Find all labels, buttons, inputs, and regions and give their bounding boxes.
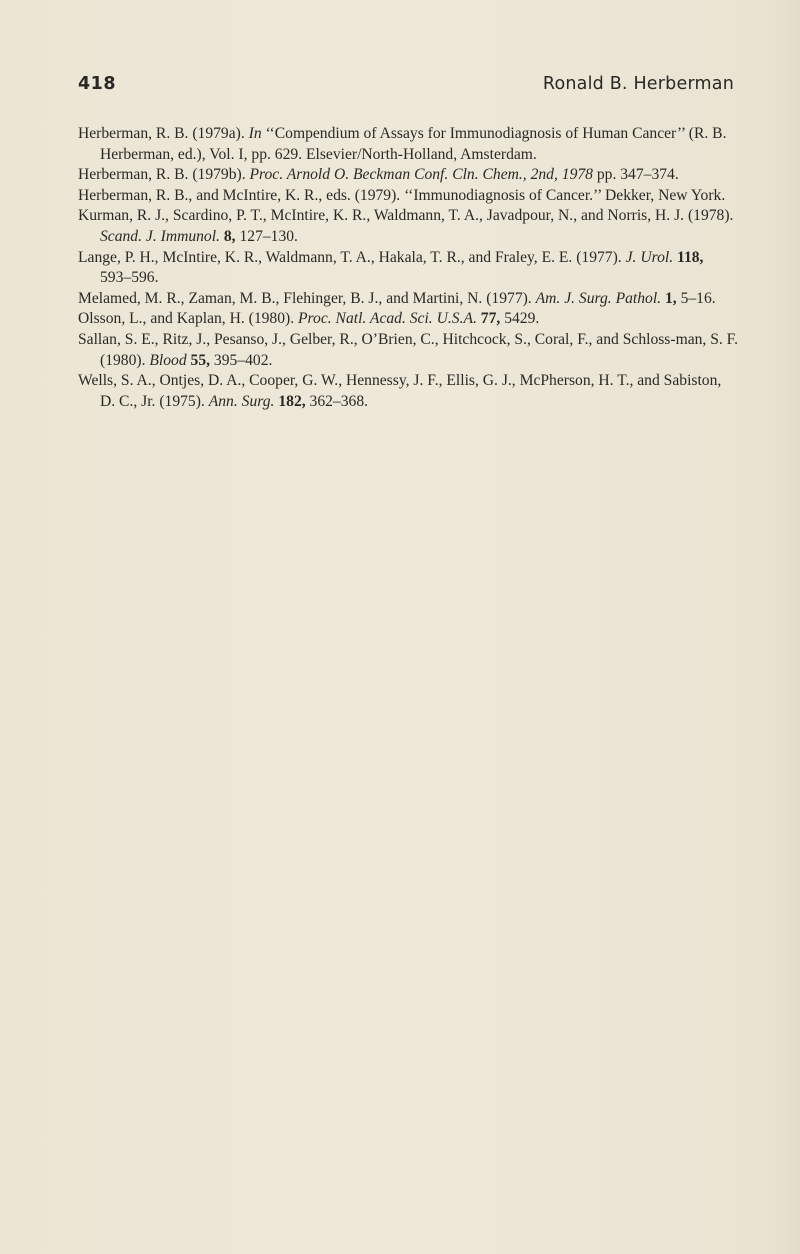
running-head: Ronald B. Herberman — [542, 74, 734, 94]
reference-item: Herberman, R. B. (1979a). In ‘‘Compendium of Assays for Immunodiagnosis of Human Cancer’’ (R. B. Herberman, ed.), Vol. I, pp. 629. Elsevier/North-Holland, Amsterdam. — [78, 125, 727, 163]
reference-item: Kurman, R. J., Scardino, P. T., McIntire, K. R., Waldmann, T. A., Javadpour, N., and Norris, H. J. (1978). Scand. J. Immunol. 8, 127–130. — [78, 207, 734, 245]
reference-item: Herberman, R. B. (1979b). Proc. Arnold O. Beckman Conf. Cln. Chem., 2nd, 1978 pp. 347–374. — [78, 166, 679, 184]
reference-item: Sallan, S. E., Ritz, J., Pesanso, J., Gelber, R., O’Brien, C., Hitchcock, S., Coral, F., and Schloss-man, S. F. (1980). Blood 55, 395–402. — [78, 330, 739, 369]
reference-item: Olsson, L., and Kaplan, H. (1980). Proc. Natl. Acad. Sci. U.S.A. 77, 5429. — [78, 310, 540, 328]
page-header — [78, 74, 734, 104]
reference-list — [78, 124, 738, 412]
page-number: 418 — [78, 74, 117, 94]
reference-item: Wells, S. A., Ontjes, D. A., Cooper, G. W., Hennessy, J. F., Ellis, G. J., McPherson, H. T., and Sabiston, D. C., Jr. (1975). Ann. Surg. 182, 362–368. — [78, 372, 722, 410]
reference-item: Melamed, M. R., Zaman, M. B., Flehinger, B. J., and Martini, N. (1977). Am. J. Surg. Pathol. 1, 5–16. — [78, 289, 716, 307]
reference-item: Lange, P. H., McIntire, K. R., Waldmann, T. A., Hakala, T. R., and Fraley, E. E. (1977). J. Urol. 118, 593–596. — [78, 248, 704, 287]
reference-item: Herberman, R. B., and McIntire, K. R., eds. (1979). ‘‘Immunodiagnosis of Cancer.’’ Dekker, New York. — [78, 186, 726, 204]
